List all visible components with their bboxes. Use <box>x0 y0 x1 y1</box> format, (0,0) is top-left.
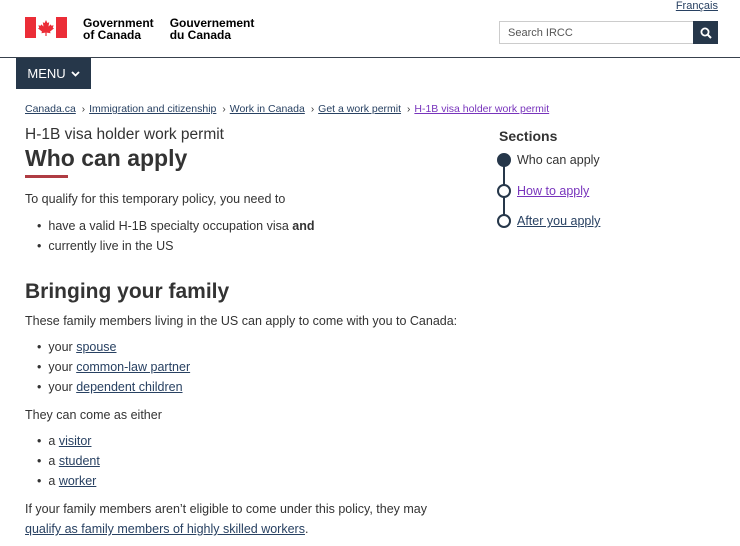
list-item: • a student <box>37 451 100 471</box>
family-heading: Bringing your family <box>25 280 230 303</box>
come-as-text: They can come as either <box>25 408 162 422</box>
page-subtitle: H-1B visa holder work permit <box>25 126 224 143</box>
chevron-right-icon: › <box>310 103 315 115</box>
closing-line: qualify as family members of highly skilled workers. <box>25 522 309 536</box>
list-item: • a visitor <box>37 431 100 451</box>
menu-label: MENU <box>27 66 66 81</box>
dependent-children-link[interactable]: dependent children <box>76 380 183 394</box>
chevron-right-icon: › <box>81 103 86 115</box>
list-item: • currently live in the US <box>37 236 315 256</box>
family-intro-text: These family members living in the US can apply to come with you to Canada: <box>25 314 458 328</box>
common-law-partner-link[interactable]: common-law partner <box>76 360 191 374</box>
step-dot-current <box>497 153 511 167</box>
spouse-link[interactable]: spouse <box>76 340 117 354</box>
list-item: • your spouse <box>37 337 190 357</box>
come-as-list <box>37 431 100 491</box>
search-form <box>499 21 718 44</box>
visitor-link[interactable]: visitor <box>58 434 92 448</box>
chevron-right-icon: › <box>407 103 411 115</box>
student-link[interactable]: student <box>58 454 100 468</box>
section-who-can-apply: Who can apply <box>517 153 600 167</box>
chevron-down-icon <box>71 71 80 77</box>
family-members-list <box>37 337 190 397</box>
worker-link[interactable]: worker <box>58 474 97 488</box>
brand-french: Gouvernement du Canada <box>169 16 255 42</box>
intro-text: To qualify for this temporary policy, you need to <box>25 192 286 206</box>
section-how-to-apply-link[interactable]: How to apply <box>517 184 590 198</box>
chevron-right-icon: › <box>222 103 226 115</box>
closing-text: If your family members aren’t eligible to come under this policy, they may <box>25 502 428 516</box>
language-toggle-link[interactable]: Français <box>675 0 718 12</box>
list-item: • have a valid H-1B specialty occupation visa and <box>37 216 315 236</box>
title-underline <box>25 175 68 178</box>
search-input[interactable] <box>499 21 693 44</box>
breadcrumb-get-work-permit[interactable]: Get a work permit <box>318 103 402 115</box>
list-item: • a worker <box>37 471 100 491</box>
sections-heading: Sections <box>499 128 558 144</box>
search-button[interactable] <box>693 21 718 44</box>
highly-skilled-workers-link[interactable]: qualify as family members of highly skilled workers <box>25 522 305 536</box>
requirements-list <box>37 216 315 256</box>
section-after-you-apply-link[interactable]: After you apply <box>517 214 601 228</box>
breadcrumb-h1b-work-permit[interactable]: H-1B visa holder work permit <box>414 103 550 115</box>
breadcrumb-canada-ca[interactable]: Canada.ca <box>25 103 76 115</box>
list-item: • your dependent children <box>37 377 190 397</box>
list-item: • your common-law partner <box>37 357 190 377</box>
search-icon <box>700 27 712 39</box>
canada-flag-icon <box>25 17 67 38</box>
header-divider <box>0 57 740 58</box>
brand-english: Government of Canada <box>83 16 154 42</box>
breadcrumb-work-in-canada[interactable]: Work in Canada <box>229 103 305 115</box>
government-of-canada-signature[interactable] <box>25 17 254 41</box>
breadcrumb <box>25 103 549 115</box>
step-dot <box>497 184 511 198</box>
page-title: Who can apply <box>25 145 188 171</box>
step-dot <box>497 214 511 228</box>
menu-button[interactable] <box>16 58 91 89</box>
breadcrumb-immigration[interactable]: Immigration and citizenship <box>89 103 217 115</box>
